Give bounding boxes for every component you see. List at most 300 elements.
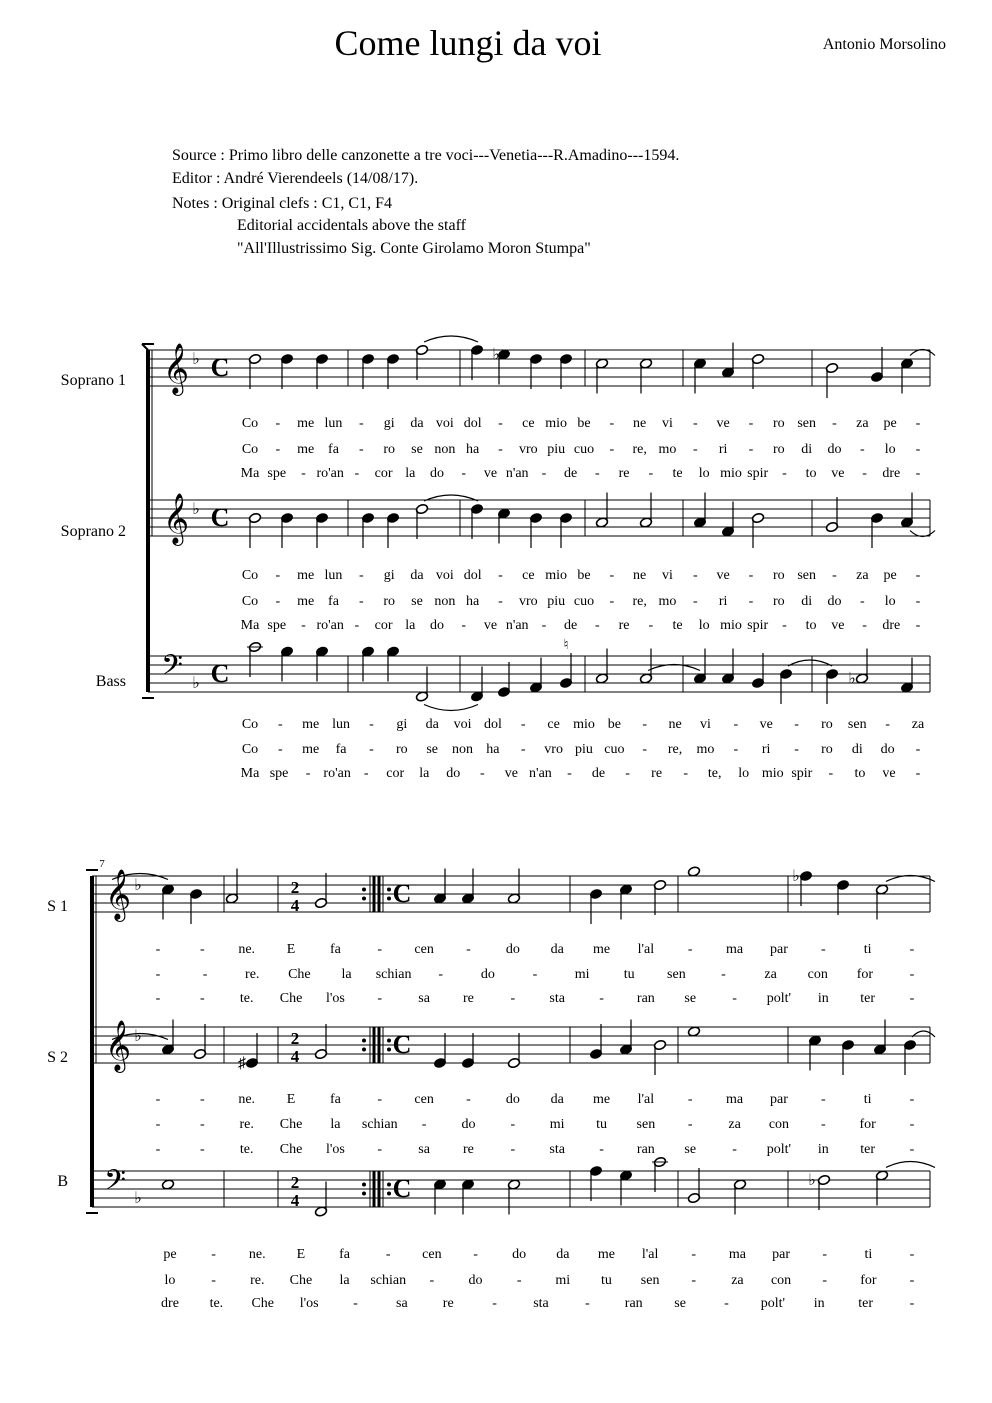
lyric-soprano-1: - (498, 442, 503, 457)
editor-line: Editor : André Vierendeels (14/08/17). (172, 170, 419, 187)
lyric-soprano-1: me (297, 442, 315, 457)
lyric-bass: n'an (529, 766, 552, 781)
lyric-s1: E (286, 942, 296, 957)
editorial-natural-icon: ♮ (563, 638, 569, 653)
lyric-bass: re (651, 766, 663, 781)
lyric-s2: do (505, 1092, 520, 1107)
lyric-soprano-1: - (859, 442, 865, 457)
lyric-soprano-1: gi (383, 416, 395, 431)
lyric-s2: sta (549, 1142, 565, 1157)
lyric-bass: - (683, 766, 688, 781)
lyric-bass: ro (821, 717, 833, 732)
repeat-dot (387, 1192, 391, 1196)
lyric-soprano-1: ve (716, 416, 730, 431)
repeat-dot (387, 897, 391, 901)
lyric-s1: - (909, 942, 915, 957)
lyric-bass: - (369, 742, 374, 757)
lyric-soprano-1: de (564, 466, 578, 481)
lyric-soprano-2: - (275, 594, 281, 609)
lyric-soprano-1: ro (383, 442, 396, 457)
lyric-s1: mi (574, 967, 590, 982)
lyric-bass: fa (335, 742, 347, 757)
flat-icon: ♭ (808, 1172, 816, 1189)
lyric-bass: - (642, 717, 648, 732)
lyric-s2: l'al (637, 1092, 655, 1107)
lyric-soprano-1: pe (883, 416, 897, 431)
lyric-soprano-2: - (609, 568, 615, 583)
repeat-dot (387, 1183, 391, 1187)
lyric-bass: dol (483, 717, 502, 732)
lyric-s1: sen (667, 967, 686, 982)
lyric-s1: ran (636, 991, 655, 1006)
lyric-soprano-1: za (856, 416, 869, 431)
notes-line: Notes : Original clefs : C1, C1, F4 (172, 195, 392, 212)
lyric-bass: ce (547, 717, 560, 732)
lyric-s2: ma (726, 1092, 744, 1107)
repeat-dot (387, 888, 391, 892)
lyric-s1: me (592, 942, 611, 957)
lyric-soprano-2: se (411, 594, 423, 609)
lyric-b: ter (858, 1296, 874, 1311)
time-signature-numerator: 2 (290, 1029, 300, 1048)
lyric-soprano-2: me (297, 568, 315, 583)
lyric-b: Che (251, 1296, 275, 1311)
lyric-soprano-2: - (832, 568, 837, 583)
lyric-s1: in (817, 991, 829, 1006)
lyric-soprano-1: me (297, 416, 315, 431)
lyric-soprano-2: ro (383, 594, 396, 609)
lyric-b: - (909, 1296, 915, 1311)
lyric-soprano-1: mio (720, 466, 742, 481)
source-line: Source : Primo libro delle canzonette a tre voci---Venetia---R.Amadino---1594. (172, 147, 680, 164)
time-signature-common: C (210, 659, 230, 688)
lyric-soprano-2: - (748, 594, 754, 609)
lyric-soprano-1: - (609, 442, 615, 457)
lyric-s2: - (200, 1117, 205, 1132)
lyric-soprano-1: spir (747, 466, 769, 481)
lyric-soprano-1: ro'an (316, 466, 344, 481)
lyric-s2: tu (596, 1117, 607, 1132)
lyric-s1: - (909, 991, 915, 1006)
lyric-bass: ve (504, 766, 519, 781)
lyric-s2: - (909, 1142, 915, 1157)
lyric-s1: - (510, 991, 516, 1006)
lyric-bass: gi (396, 717, 408, 732)
lyric-soprano-1: dre (882, 466, 901, 481)
lyric-b: l'os (299, 1296, 319, 1311)
part-name-b: B (57, 1173, 68, 1190)
lyric-soprano-1: lo (884, 442, 896, 457)
lyric-s2: ne. (238, 1092, 256, 1107)
lyric-bass: do (446, 766, 461, 781)
lyric-b: - (724, 1296, 729, 1311)
lyric-b: la (339, 1273, 350, 1288)
treble-clef-icon: 𝄞 (104, 870, 132, 919)
lyric-soprano-2: cor (374, 618, 393, 633)
lyric-b: za (731, 1273, 744, 1288)
lyric-bass: cuo (604, 742, 625, 757)
lyric-soprano-2: de (564, 618, 578, 633)
repeat-dot (362, 1039, 366, 1043)
lyric-s1: re (463, 991, 474, 1006)
lyric-soprano-1: dol (463, 416, 482, 431)
time-signature-common: C (210, 353, 230, 382)
lyric-s2: do (461, 1117, 476, 1132)
lyric-soprano-2: do (827, 594, 842, 609)
lyric-soprano-1: - (275, 442, 281, 457)
lyric-s2: la (330, 1117, 341, 1132)
lyric-s1: l'os (325, 991, 345, 1006)
lyric-b: se (674, 1296, 686, 1311)
lyric-soprano-1: - (832, 416, 837, 431)
lyric-s1: la (341, 967, 352, 982)
lyric-bass: ve (882, 766, 896, 781)
lyric-s2: Che (279, 1142, 303, 1157)
lyric-soprano-2: sen (797, 568, 817, 583)
lyric-soprano-1: - (748, 442, 754, 457)
lyric-soprano-1: spe (267, 466, 287, 481)
lyric-soprano-1: - (541, 466, 547, 481)
lyric-b: in (813, 1296, 825, 1311)
lyric-s2: te. (239, 1142, 254, 1157)
lyric-soprano-2: vi (662, 568, 673, 583)
note-s1 (687, 866, 700, 877)
lyric-b: ran (624, 1296, 643, 1311)
lyric-s2: par (769, 1092, 788, 1107)
lyric-s2: se (684, 1142, 697, 1157)
bass-clef-icon: 𝄢 (161, 651, 183, 688)
lyric-soprano-2: la (405, 618, 416, 633)
lyric-soprano-2: to (805, 618, 817, 633)
lyric-b: polt' (760, 1296, 786, 1311)
lyric-soprano-2: - (461, 618, 467, 633)
lyric-bass: mo (696, 742, 715, 757)
lyric-bass: be (607, 717, 621, 732)
lyric-bass: la (419, 766, 430, 781)
key-signature-flat-icon: ♭ (192, 351, 200, 368)
lyric-soprano-1: - (498, 416, 503, 431)
lyric-soprano-2: do (430, 618, 445, 633)
lyric-soprano-2: mio (545, 568, 568, 583)
lyric-b: sa (396, 1296, 408, 1311)
lyric-s2: - (510, 1117, 516, 1132)
lyric-soprano-2: - (648, 618, 654, 633)
lyric-s2: cen (414, 1092, 434, 1107)
lyric-soprano-2: piu (547, 594, 566, 609)
repeat-dot (362, 897, 366, 901)
lyric-bass: sen (847, 717, 867, 732)
lyric-soprano-1: re, (632, 442, 647, 457)
lyric-bass: - (828, 766, 834, 781)
lyric-soprano-2: za (856, 568, 869, 583)
lyric-soprano-1: - (692, 416, 698, 431)
lyric-bass: Ma (240, 766, 260, 781)
lyric-s2: l'os (325, 1142, 345, 1157)
lyric-soprano-1: voi (435, 416, 454, 431)
repeat-dot (387, 1039, 391, 1043)
lyric-bass: - (567, 766, 572, 781)
lyric-bass: - (915, 766, 921, 781)
lyric-s1: da (550, 942, 564, 957)
lyric-soprano-1: te (672, 466, 683, 481)
key-signature-flat-icon: ♭ (134, 877, 142, 894)
lyric-s1: for (856, 967, 874, 982)
lyric-b: sen (640, 1273, 660, 1288)
lyric-s1: se (684, 991, 697, 1006)
lyric-b: - (211, 1247, 216, 1262)
lyric-soprano-2: - (595, 618, 600, 633)
lyric-s2: sa (418, 1142, 430, 1157)
lyric-s2: ti (863, 1092, 872, 1107)
lyric-soprano-1: lo (698, 466, 710, 481)
lyric-bass: do (880, 742, 895, 757)
lyric-s2: in (817, 1142, 829, 1157)
lyric-s2: - (421, 1117, 427, 1132)
lyric-bass: me (302, 717, 320, 732)
lyric-bass: - (278, 742, 283, 757)
lyric-b: - (909, 1273, 915, 1288)
part-name-bass: Bass (95, 673, 126, 690)
lyric-b: ti (864, 1247, 873, 1262)
lyric-bass: mio (761, 766, 784, 781)
lyric-soprano-2: ro (772, 594, 785, 609)
sharp-icon: ♯ (238, 1055, 246, 1072)
lyric-bass: non (452, 742, 474, 757)
lyric-bass: spe (269, 766, 289, 781)
lyric-soprano-2: - (915, 594, 921, 609)
lyric-b: - (691, 1247, 697, 1262)
lyric-soprano-1: - (692, 442, 698, 457)
lyric-s1: - (200, 942, 205, 957)
lyric-soprano-1: - (915, 442, 921, 457)
time-signature-denominator: 4 (290, 1191, 300, 1210)
lyric-b: - (473, 1247, 478, 1262)
lyric-soprano-2: ve (483, 618, 498, 633)
lyric-soprano-1: mio (545, 416, 568, 431)
lyric-bass: ro'an (323, 766, 351, 781)
lyric-bass: piu (575, 742, 593, 757)
lyric-soprano-1: - (301, 466, 306, 481)
lyric-b: da (556, 1247, 570, 1262)
lyric-soprano-2: - (354, 618, 360, 633)
lyric-soprano-1: - (915, 416, 921, 431)
lyric-soprano-1: cuo (573, 442, 595, 457)
lyric-s1: Che (279, 991, 303, 1006)
lyric-soprano-1: se (411, 442, 423, 457)
lyric-s1: l'al (637, 942, 655, 957)
lyric-soprano-1: - (275, 416, 281, 431)
lyric-b: dre (161, 1296, 179, 1311)
lyric-bass: cor (386, 766, 405, 781)
lyric-b: - (909, 1247, 915, 1262)
lyric-s1: - (466, 942, 471, 957)
lyric-soprano-1: sen (797, 416, 817, 431)
lyric-s2: mi (549, 1117, 565, 1132)
lyric-soprano-2: ce (522, 568, 535, 583)
lyric-s2: for (859, 1117, 876, 1132)
lyric-b: l'al (641, 1247, 659, 1262)
lyric-soprano-1: - (648, 466, 654, 481)
lyric-soprano-1: la (405, 466, 416, 481)
lyric-bass: - (278, 717, 283, 732)
lyric-bass: te, (707, 766, 722, 781)
lyric-soprano-2: mo (658, 594, 677, 609)
lyric-soprano-2: ne (633, 568, 647, 583)
lyric-b: - (516, 1273, 522, 1288)
lyric-s1: schian (375, 967, 412, 982)
lyric-bass: spir (791, 766, 813, 781)
lyric-soprano-2: - (301, 618, 306, 633)
lyric-b: - (585, 1296, 590, 1311)
key-signature-flat-icon: ♭ (192, 501, 200, 518)
lyric-bass: - (915, 742, 921, 757)
lyric-soprano-2: ri (718, 594, 728, 609)
lyric-soprano-1: n'an (505, 466, 529, 481)
lyric-soprano-2: da (410, 568, 424, 583)
lyric-s2: me (592, 1092, 611, 1107)
lyric-soprano-2: - (859, 594, 865, 609)
note-s2 (687, 1026, 700, 1037)
lyric-soprano-2: cuo (573, 594, 595, 609)
lyric-soprano-2: - (748, 568, 754, 583)
lyric-soprano-1: vro (518, 442, 538, 457)
note-b (161, 1179, 174, 1190)
lyric-s1: za (764, 967, 777, 982)
lyric-soprano-1: ro (772, 442, 785, 457)
flat-icon: ♭ (792, 868, 800, 885)
lyric-b: sta (533, 1296, 549, 1311)
lyric-s1: re. (245, 967, 260, 982)
lyric-b: - (822, 1273, 828, 1288)
lyric-b: cen (422, 1247, 442, 1262)
lyric-s1: par (769, 942, 788, 957)
lyric-soprano-2: gi (383, 568, 395, 583)
lyric-b: - (492, 1296, 497, 1311)
lyric-soprano-2: lun (324, 568, 343, 583)
lyric-bass: ri (761, 742, 771, 757)
lyric-soprano-2: spe (267, 618, 287, 633)
part-name-soprano-2: Soprano 2 (60, 523, 126, 540)
lyric-soprano-2: lo (884, 594, 896, 609)
tie (886, 1162, 935, 1168)
lyric-soprano-1: Ma (240, 466, 260, 481)
lyric-s1: sa (418, 991, 430, 1006)
lyric-soprano-2: re (618, 618, 630, 633)
lyric-b: fa (339, 1247, 351, 1262)
lyric-b: con (770, 1273, 792, 1288)
lyric-s2: - (820, 1117, 826, 1132)
repeat-dot (362, 888, 366, 892)
lyric-soprano-2: ro'an (316, 618, 344, 633)
lyric-s2: - (909, 1092, 915, 1107)
repeat-dot (362, 1048, 366, 1052)
lyric-soprano-2: - (862, 618, 867, 633)
time-signature-common: C (210, 503, 230, 532)
lyric-s2: - (155, 1117, 161, 1132)
lyric-s2: - (155, 1142, 161, 1157)
lyric-soprano-1: - (358, 416, 364, 431)
lyric-soprano-1: be (577, 416, 591, 431)
lyric-bass: se (426, 742, 439, 757)
lyric-soprano-2: - (358, 594, 364, 609)
lyric-soprano-2: - (275, 568, 281, 583)
notes-line: Editorial accidentals above the staff (237, 217, 466, 234)
key-signature-flat-icon: ♭ (134, 1028, 142, 1045)
lyric-bass: re, (667, 742, 683, 757)
lyric-s1: - (200, 991, 205, 1006)
lyric-b: - (429, 1273, 435, 1288)
lyric-b: - (353, 1296, 358, 1311)
lyric-soprano-2: ha (466, 594, 480, 609)
lyric-s1: - (721, 967, 726, 982)
key-signature-flat-icon: ♭ (192, 675, 200, 692)
lyric-soprano-2: di (801, 594, 813, 609)
lyric-s1: - (599, 991, 604, 1006)
lyric-b: - (691, 1273, 697, 1288)
lyric-b: schian (370, 1273, 407, 1288)
lyric-soprano-1: - (782, 466, 787, 481)
lyric-soprano-1: - (354, 466, 360, 481)
time-signature-numerator: 2 (290, 1173, 300, 1192)
lyric-soprano-2: n'an (505, 618, 529, 633)
lyric-s2: - (732, 1142, 737, 1157)
lyric-bass: me (302, 742, 320, 757)
lyric-soprano-2: Co (241, 594, 259, 609)
part-name-s2: S 2 (47, 1049, 68, 1066)
lyric-b: Che (289, 1273, 313, 1288)
lyric-s2: - (200, 1142, 205, 1157)
lyric-s2: - (466, 1092, 471, 1107)
lyric-soprano-2: - (498, 594, 503, 609)
lyric-b: pe (163, 1247, 177, 1262)
lyric-bass: ve (759, 717, 773, 732)
lyric-s1: - (202, 967, 208, 982)
lyric-s1: - (687, 942, 693, 957)
lyric-bass: voi (453, 717, 472, 732)
lyric-s2: sen (636, 1117, 656, 1132)
lyric-bass: - (885, 717, 890, 732)
lyric-soprano-2: re, (632, 594, 647, 609)
lyric-s1: do (480, 967, 495, 982)
repeat-dot (387, 1048, 391, 1052)
lyric-soprano-2: te (672, 618, 683, 633)
lyric-bass: - (642, 742, 648, 757)
lyric-b: me (597, 1247, 616, 1262)
key-signature-flat-icon: ♭ (134, 1190, 142, 1207)
lyric-s1: Che (288, 967, 311, 982)
lyric-s1: - (377, 942, 383, 957)
lyric-soprano-2: - (358, 568, 364, 583)
lyric-soprano-2: Ma (240, 618, 260, 633)
lyric-s1: fa (329, 942, 341, 957)
lyric-s2: - (687, 1092, 693, 1107)
lyric-soprano-1: do (827, 442, 842, 457)
lyric-soprano-2: lo (698, 618, 710, 633)
lyric-soprano-2: - (915, 568, 921, 583)
lyric-bass: - (520, 742, 526, 757)
lyric-bass: - (363, 766, 369, 781)
lyric-soprano-1: non (434, 442, 456, 457)
lyric-soprano-1: - (915, 466, 921, 481)
lyric-bass: - (625, 766, 630, 781)
lyric-soprano-2: voi (435, 568, 454, 583)
lyric-bass: - (733, 742, 739, 757)
lyric-b: - (211, 1273, 216, 1288)
lyric-soprano-1: ve (483, 466, 498, 481)
lyric-s1: ma (726, 942, 744, 957)
lyric-s2: - (377, 1142, 383, 1157)
lyric-b: do (468, 1273, 483, 1288)
